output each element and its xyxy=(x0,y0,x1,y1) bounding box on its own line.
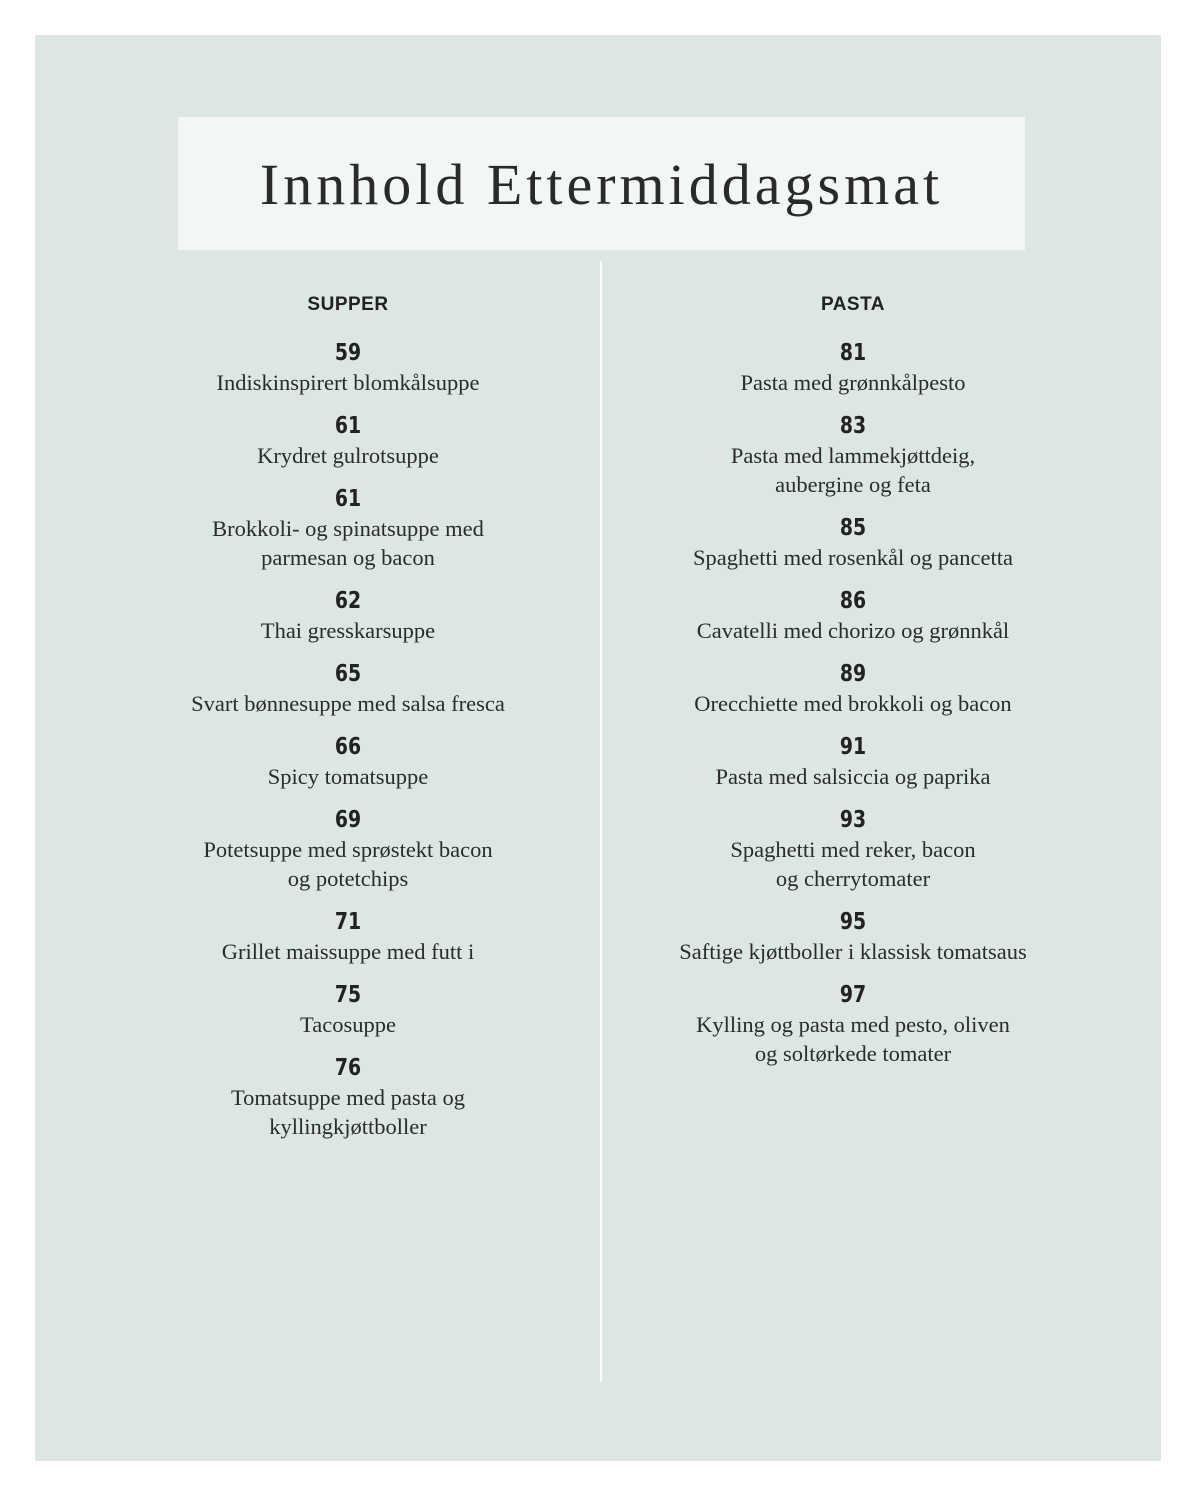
toc-entry xyxy=(118,805,578,893)
page-number: 71 xyxy=(334,909,362,935)
page-number: 83 xyxy=(839,413,867,439)
toc-entry xyxy=(623,805,1083,893)
entry-list xyxy=(623,338,1083,1068)
recipe-title: Brokkoli- og spinatsuppe med parmesan og bacon xyxy=(212,516,484,570)
recipe-title: Saftige kjøttboller i klassisk tomatsaus xyxy=(679,939,1027,964)
page-number-row xyxy=(118,1053,578,1083)
page-number: 93 xyxy=(839,807,867,833)
page-number-row xyxy=(118,980,578,1010)
recipe-title: Thai gresskarsuppe xyxy=(260,618,436,643)
page-number: 86 xyxy=(839,588,867,614)
title-box xyxy=(178,117,1025,250)
page-number-row xyxy=(118,484,578,514)
page-number: 75 xyxy=(334,982,362,1008)
page xyxy=(35,35,1161,1461)
page-title: Innhold Ettermiddagsmat xyxy=(259,152,944,217)
recipe-title: Spaghetti med rosenkål og pancetta xyxy=(693,545,1013,570)
page-number: 97 xyxy=(839,982,867,1008)
toc-entry xyxy=(118,1053,578,1141)
page-number: 59 xyxy=(334,340,362,366)
recipe-title: Pasta med salsiccia og paprika xyxy=(715,764,991,789)
recipe-title: Spaghetti med reker, bacon og cherrytomater xyxy=(730,837,976,891)
page-number: 62 xyxy=(334,588,362,614)
toc-entry xyxy=(623,980,1083,1068)
column-divider xyxy=(600,261,602,1382)
page-number: 91 xyxy=(839,734,867,760)
recipe-title: Tomatsuppe med pasta og kyllingkjøttboller xyxy=(231,1085,465,1139)
page-number: 61 xyxy=(334,486,362,512)
toc-entry xyxy=(623,338,1083,397)
page-number: 66 xyxy=(334,734,362,760)
page-number: 95 xyxy=(839,909,867,935)
page-number: 69 xyxy=(334,807,362,833)
recipe-title: Spicy tomatsuppe xyxy=(267,764,429,789)
toc-entry xyxy=(118,411,578,470)
toc-entry xyxy=(118,586,578,645)
toc-entry xyxy=(623,659,1083,718)
page-number-row xyxy=(118,659,578,689)
toc-entry xyxy=(623,586,1083,645)
page-number-row xyxy=(118,805,578,835)
section-heading: SUPPER xyxy=(307,294,389,315)
page-number-row xyxy=(623,980,1083,1010)
toc-entry xyxy=(118,659,578,718)
recipe-title: Indiskinspirert blomkålsuppe xyxy=(216,370,480,395)
page-number: 65 xyxy=(334,661,362,687)
recipe-title: Cavatelli med chorizo og grønnkål xyxy=(696,618,1010,643)
page-number-row xyxy=(623,338,1083,368)
recipe-title: Pasta med lammekjøttdeig, aubergine og feta xyxy=(730,443,976,497)
recipe-title: Potetsuppe med sprøstekt bacon og potetchips xyxy=(203,837,493,891)
toc-entry xyxy=(623,411,1083,499)
page-number-row xyxy=(118,907,578,937)
recipe-title: Tacosuppe xyxy=(300,1012,396,1037)
page-number: 89 xyxy=(839,661,867,687)
page-number: 85 xyxy=(839,515,867,541)
page-number: 81 xyxy=(839,340,867,366)
recipe-title: Krydret gulrotsuppe xyxy=(257,443,439,468)
page-number-row xyxy=(623,805,1083,835)
page-number-row xyxy=(118,411,578,441)
page-number-row xyxy=(623,513,1083,543)
toc-entry xyxy=(118,907,578,966)
section-pasta xyxy=(623,290,1083,1082)
toc-entry xyxy=(623,907,1083,966)
recipe-title: Kylling og pasta med pesto, oliven og soltørkede tomater xyxy=(696,1012,1010,1066)
section-supper xyxy=(118,290,578,1155)
toc-entry xyxy=(118,732,578,791)
page-number-row xyxy=(623,586,1083,616)
page-number-row xyxy=(623,907,1083,937)
toc-entry xyxy=(118,484,578,572)
recipe-title: Grillet maissuppe med futt i xyxy=(221,939,475,964)
page-number-row xyxy=(623,411,1083,441)
page-number-row xyxy=(623,732,1083,762)
page-number: 61 xyxy=(334,413,362,439)
page-number-row xyxy=(118,338,578,368)
section-heading: PASTA xyxy=(820,294,886,315)
recipe-title: Orecchiette med brokkoli og bacon xyxy=(694,691,1012,716)
recipe-title: Pasta med grønnkålpesto xyxy=(740,370,966,395)
page-number: 76 xyxy=(334,1055,362,1081)
toc-entry xyxy=(118,338,578,397)
page-number-row xyxy=(118,732,578,762)
page-number-row xyxy=(623,659,1083,689)
recipe-title: Svart bønnesuppe med salsa fresca xyxy=(191,691,505,716)
toc-entry xyxy=(623,513,1083,572)
page-number-row xyxy=(118,586,578,616)
toc-entry xyxy=(118,980,578,1039)
entry-list xyxy=(118,338,578,1141)
toc-entry xyxy=(623,732,1083,791)
